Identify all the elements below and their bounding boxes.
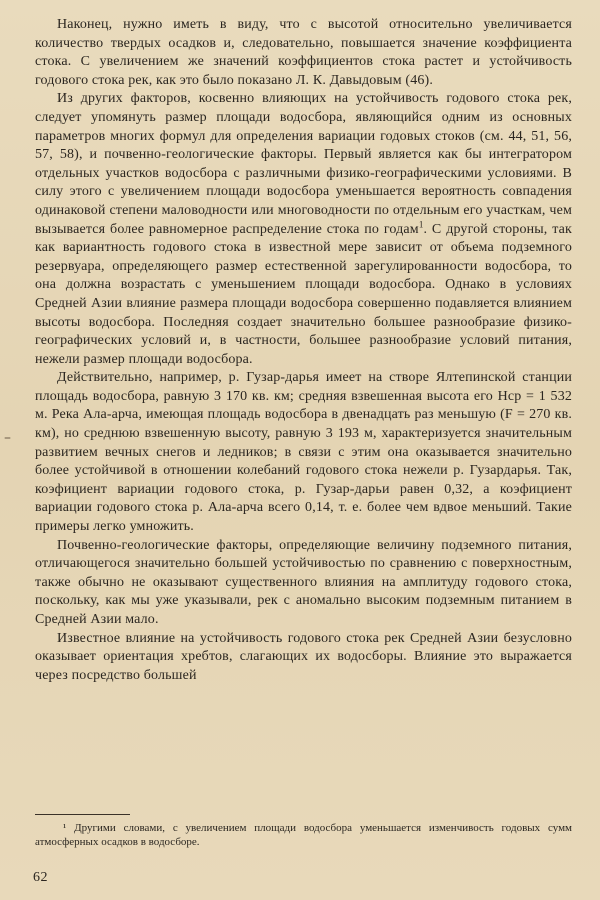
footnote-reference: 1 (418, 218, 424, 229)
footnote-divider (35, 814, 130, 815)
footnote-marker: ¹ (63, 822, 67, 834)
footnote-text: Другими словами, с увеличением площади водосбора уменьшается изменчивость годовых сумм атмосферных осадков в водосборе. (35, 822, 572, 848)
paragraph-example-rivers: Действительно, например, р. Гузар-дарья имеет на створе Ялтепинской станции площадь водосбора, равную 3 170 кв. км; средняя взвешенная высота его Hср = 1 532 м. Река Ала-арча, имеющая площадь водосбора в двенадцать раз меньшую (F = 270 кв. км), но среднюю взвешенную высоту, равную 3 193 м, характеризуется значительным развитием вечных снегов и ледников; в связи с этим она оказывается значительно более устойчивой в отношении колебаний годового стока нежели р. Гузардарья. Так, коэфициент вариации годового стока, р. Гузар-дарьи равен 0,32, а коэфициент вариации годового стока р. Ала-арча всего 0,14, т. е. более чем вдвое меньший. Такие примеры легко умножить. (35, 370, 572, 535)
paragraph-basin-area-part1: Из других факторов, косвенно влияющих на устойчивость годового стока рек, следует упомянуть размер площади водосбора, являющийся одним из основных параметров многих формул для определения вариации годовых стоков (см. 44, 51, 56, 57, 58), и почвенно-геологические факторы. Первый является как бы интегратором отдельных участков водосбора с различными физико-географическими условиями. В силу этого с увеличением площади водосбора уменьшается вероятность совпадения одинаковой степени маловодности или многоводности по отдельным его участкам, чем вызывается более равномерное распределение стока по годам (35, 91, 572, 237)
margin-mark: – (4, 430, 11, 446)
page-number: 62 (33, 870, 48, 885)
body-text (35, 16, 572, 685)
footnote-section (35, 814, 572, 849)
footnote (35, 821, 572, 849)
paragraph-basin-area-part2: . С другой стороны, так как вариантность годового стока в известной мере зависит от объема подземного резервуара, определяющего размер естественной зарегулированности водосбора, то она должна возрастать с уменьшением площади водосбора. Однако в условиях Средней Азии влияние размера площади водосбора совершенно подавляется влиянием высоты водосбора. Последняя создает значительно большее разнообразие физико-географических условий и, в частности, большее разнообразие условий питания, нежели размер площади водосбора. (35, 221, 572, 367)
paragraph-ridge-orientation: Известное влияние на устойчивость годового стока рек Средней Азии безусловно оказывает ориентация хребтов, слагающих их водосборы. Влияние это выражается через посредство большей (35, 630, 572, 683)
paragraph-snow-runoff: Наконец, нужно иметь в виду, что с высотой относительно увеличивается количество твердых осадков и, следовательно, повышается значение коэффициента стока. С увеличением же значений коэффициентов стока растет и устойчивость годового стока рек, как это было показано Л. К. Давыдовым (46). (35, 17, 572, 88)
paragraph-basin-area (35, 90, 572, 369)
paragraph-soil-geology: Почвенно-геологические факторы, определяющие величину подземного питания, отличающегося значительно большей устойчивостью по сравнению с поверхностным, также обычно не оказывают существенного влияния на амплитуду годового стока, поскольку, как мы уже указывали, рек с аномально высоким подземным питанием в Средней Азии мало. (35, 537, 572, 627)
